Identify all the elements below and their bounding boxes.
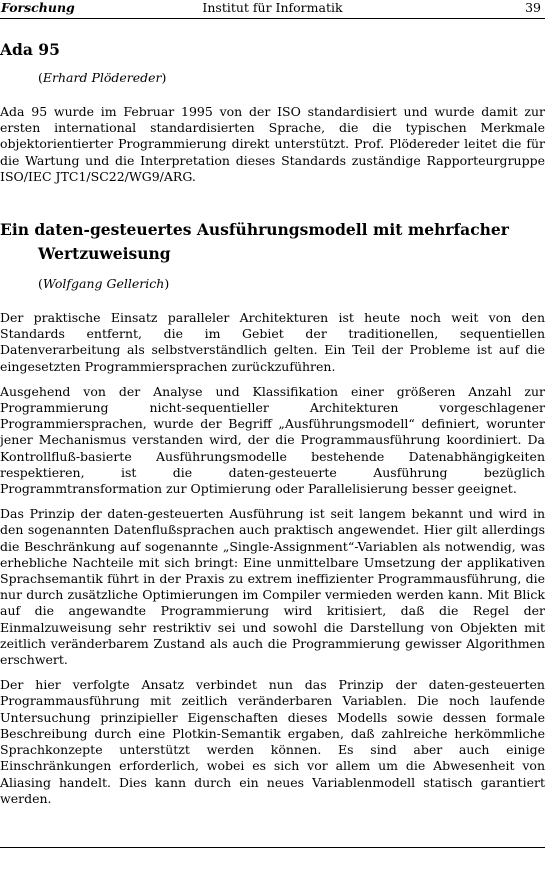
page-number: 39 — [525, 0, 541, 15]
paragraph: Ausgehend von der Analyse und Klassifikation einer größeren Anzahl zur Programmierung nicht-sequentieller Architekturen vorgeschlagener Programmiersprachen, wurde der Begriff „Ausführungsmodell“ definiert, worunter jener Mechanismus verstanden wird, der die Programmausführung koordiniert. Da Kontrollfluß-basierte Ausführungsmodelle bestehende Datenabhängigkeiten respektieren, ist die daten-gesteuerte Ausführung bezüglich Programmtransformation zur Optimierung oder Parallelisierung besser geeignet. — [0, 383, 545, 497]
section-title-ada95: Ada 95 — [0, 40, 60, 59]
paragraph: Der praktische Einsatz paralleler Architekturen ist heute noch weit von den Standards entfernt, die im Gebiet der traditionellen, sequentiellen Datenverarbeitung als selbstverständlich gelten. Ein Teil der Probleme ist auf die eingesetzten Programmiersprachen zurückzuführen. — [0, 310, 545, 374]
section-author-ada95: (Erhard Plödereder) — [38, 70, 167, 85]
running-header — [0, 0, 545, 18]
author-name: Erhard Plödereder — [42, 70, 162, 85]
header-rule — [0, 18, 545, 19]
paragraph: Der hier verfolgte Ansatz verbindet nun das Prinzip der daten-gesteuerten Programmausführung mit zeitlich veränderbaren Variablen. Die noch laufende Untersuchung prinzipieller Eigenschaften dieses Modells sowie dessen formale Beschreibung durch eine Plotkin-Semantik ergaben, daß zahlreiche herkömmliche Sprachkonzepte unterstützt werden können. Es sind aber auch einige Einschränkungen erforderlich, wobei es sich vor allem um die Abwesenheit von Aliasing handelt. Dies kann durch ein neues Variablenmodell statisch garantiert werden. — [0, 677, 545, 806]
section-title-ausfuehrungsmodell: Ein daten-gesteuertes Ausführungsmodell mit mehrfacher Wertzuweisung — [0, 220, 509, 264]
header-section-label: Forschung — [1, 0, 75, 15]
author-name: Wolfgang Gellerich — [42, 276, 165, 292]
footer-rule — [0, 847, 545, 848]
header-institute-title: Institut für Informatik — [202, 0, 343, 15]
paragraph: Das Prinzip der daten-gesteuerten Ausführung ist seit langem bekannt und wird in den sogenannten Datenflußsprachen auch praktisch angewendet. Hier gilt allerdings die Beschränkung auf sogenannte „Single-Assignment“-Variablen als notwendig, was erhebliche Nachteile mit sich bringt: Eine unmittelbare Umsetzung der applikativen Sprachsemantik führt in der Praxis zu extrem ineffizienter Programmausführung, die nur durch zusätzliche Optimierungen im Compiler vermieden werden kann. Mit Blick auf die angewandte Programmierung wird kritisiert, daß die Regel der Einmalzuweisung sehr restriktiv sei und sowohl die Darstellung von Objekten mit zeitlich veränderbarem Zustand als auch die Programmierung gewisser Algorithmen erschwert. — [0, 506, 545, 668]
page-body — [0, 40, 545, 807]
paragraph: Ada 95 wurde im Februar 1995 von der ISO standardisiert und wurde damit zur ersten international standardisierten Sprache, die die typischen Merkmale objektorientierter Programmierung direkt unterstützt. Prof. Plödereder leitet die für die Wartung und die Interpretation dieses Standards zuständige Rapporteurgruppe ISO/IEC JTC1/SC22/WG9/ARG. — [0, 104, 545, 184]
section-author-ausfuehrungsmodell: (Wolfgang Gellerich) — [38, 276, 170, 292]
